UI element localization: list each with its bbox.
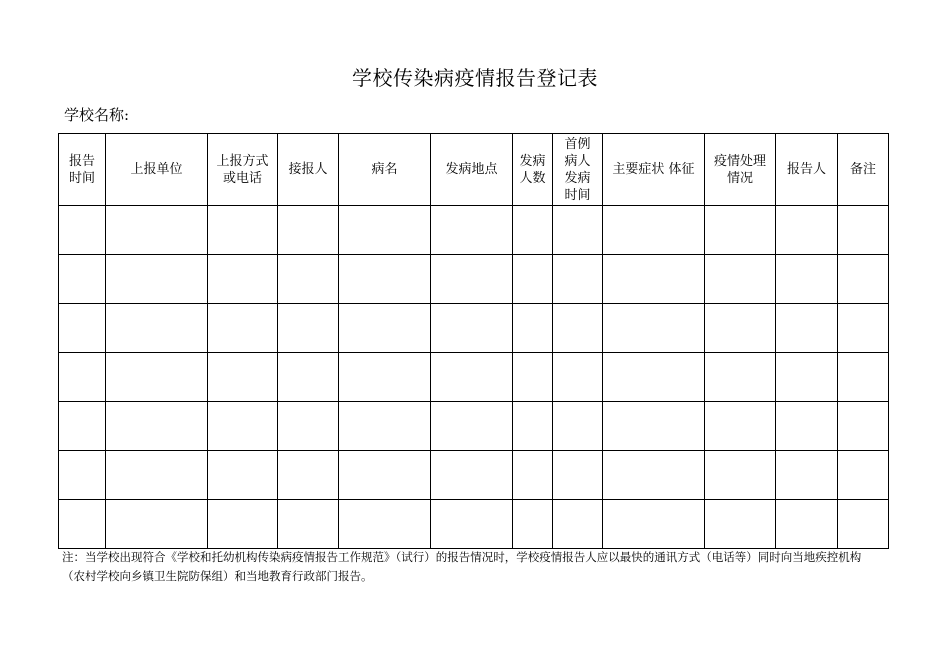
table-cell[interactable]	[339, 353, 431, 402]
table-cell[interactable]	[705, 353, 776, 402]
table-cell[interactable]	[553, 402, 603, 451]
table-cell[interactable]	[776, 402, 838, 451]
table-cell[interactable]	[513, 255, 553, 304]
footnote-line-2: （农村学校向乡镇卫生院防保组）和当地教育行政部门报告。	[62, 569, 373, 583]
table-cell[interactable]	[603, 402, 705, 451]
report-register-table	[58, 133, 889, 549]
header-reporting-unit: 上报单位	[106, 134, 208, 206]
table-cell[interactable]	[776, 304, 838, 353]
table-cell[interactable]	[431, 500, 513, 549]
table-cell[interactable]	[278, 451, 339, 500]
table-cell[interactable]	[838, 353, 889, 402]
table-cell[interactable]	[776, 353, 838, 402]
table-body	[59, 206, 889, 549]
table-cell[interactable]	[838, 402, 889, 451]
school-name-label: 学校名称:	[64, 106, 130, 124]
header-report-time: 报告 时间	[59, 134, 106, 206]
table-cell[interactable]	[705, 500, 776, 549]
table-cell[interactable]	[208, 255, 278, 304]
table-cell[interactable]	[705, 304, 776, 353]
header-first-case-onset-time: 首例 病人 发病 时间	[553, 134, 603, 206]
table-row	[59, 255, 889, 304]
table-cell[interactable]	[208, 402, 278, 451]
table-cell[interactable]	[553, 500, 603, 549]
table-cell[interactable]	[278, 500, 339, 549]
table-cell[interactable]	[603, 255, 705, 304]
table-cell[interactable]	[513, 500, 553, 549]
table-cell[interactable]	[278, 353, 339, 402]
table-cell[interactable]	[776, 255, 838, 304]
table-cell[interactable]	[339, 402, 431, 451]
table-cell[interactable]	[208, 304, 278, 353]
header-handling-status: 疫情处理 情况	[705, 134, 776, 206]
footnote-line-1: 注：当学校出现符合《学校和托幼机构传染病疫情报告工作规范》（试行）的报告情况时，学校疫情报告人应以最快的通讯方式（电话等）同时向当地疾控机构	[62, 550, 862, 564]
table-cell[interactable]	[603, 500, 705, 549]
table-cell[interactable]	[431, 304, 513, 353]
table-row	[59, 206, 889, 255]
table-cell[interactable]	[776, 500, 838, 549]
table-cell[interactable]	[59, 206, 106, 255]
table-row	[59, 304, 889, 353]
table-cell[interactable]	[59, 255, 106, 304]
header-disease-name: 病名	[339, 134, 431, 206]
table-cell[interactable]	[603, 353, 705, 402]
table-cell[interactable]	[59, 451, 106, 500]
table-cell[interactable]	[106, 206, 208, 255]
header-main-symptoms: 主要症状 体征	[603, 134, 705, 206]
footnote	[62, 548, 888, 586]
table-cell[interactable]	[339, 304, 431, 353]
table-cell[interactable]	[106, 255, 208, 304]
table-cell[interactable]	[553, 353, 603, 402]
table-cell[interactable]	[208, 451, 278, 500]
table-cell[interactable]	[431, 451, 513, 500]
table-cell[interactable]	[513, 353, 553, 402]
table-cell[interactable]	[705, 402, 776, 451]
table-row	[59, 451, 889, 500]
header-onset-location: 发病地点	[431, 134, 513, 206]
table-cell[interactable]	[106, 304, 208, 353]
table-cell[interactable]	[59, 353, 106, 402]
table-cell[interactable]	[513, 206, 553, 255]
table-cell[interactable]	[705, 206, 776, 255]
table-cell[interactable]	[431, 255, 513, 304]
table-cell[interactable]	[59, 500, 106, 549]
table-cell[interactable]	[513, 304, 553, 353]
table-cell[interactable]	[513, 451, 553, 500]
table-cell[interactable]	[278, 402, 339, 451]
table-cell[interactable]	[838, 304, 889, 353]
table-cell[interactable]	[106, 500, 208, 549]
table-cell[interactable]	[838, 451, 889, 500]
table-cell[interactable]	[339, 255, 431, 304]
table-cell[interactable]	[431, 206, 513, 255]
table-cell[interactable]	[278, 255, 339, 304]
table-cell[interactable]	[553, 304, 603, 353]
table-cell[interactable]	[59, 402, 106, 451]
table-cell[interactable]	[59, 304, 106, 353]
table-cell[interactable]	[106, 451, 208, 500]
table-cell[interactable]	[278, 206, 339, 255]
table-cell[interactable]	[208, 206, 278, 255]
table-cell[interactable]	[106, 353, 208, 402]
table-row	[59, 402, 889, 451]
table-row	[59, 500, 889, 549]
table-cell[interactable]	[106, 402, 208, 451]
table-cell[interactable]	[208, 353, 278, 402]
header-row	[59, 134, 889, 206]
header-receiver: 接报人	[278, 134, 339, 206]
header-remarks: 备注	[838, 134, 889, 206]
table-cell[interactable]	[838, 206, 889, 255]
table-cell[interactable]	[339, 500, 431, 549]
table-cell[interactable]	[208, 500, 278, 549]
table-cell[interactable]	[838, 500, 889, 549]
table-cell[interactable]	[339, 206, 431, 255]
table-cell[interactable]	[513, 402, 553, 451]
header-report-method-phone: 上报方式 或电话	[208, 134, 278, 206]
table-cell[interactable]	[553, 255, 603, 304]
table-cell[interactable]	[776, 206, 838, 255]
table-cell[interactable]	[431, 402, 513, 451]
table-cell[interactable]	[705, 451, 776, 500]
header-reporter: 报告人	[776, 134, 838, 206]
table-cell[interactable]	[553, 451, 603, 500]
table-cell[interactable]	[838, 255, 889, 304]
table-cell[interactable]	[553, 206, 603, 255]
table-cell[interactable]	[278, 304, 339, 353]
header-case-count: 发病 人数	[513, 134, 553, 206]
table-cell[interactable]	[603, 206, 705, 255]
table-cell[interactable]	[603, 304, 705, 353]
form-title: 学校传染病疫情报告登记表	[352, 66, 598, 90]
table-cell[interactable]	[603, 451, 705, 500]
table-cell[interactable]	[339, 451, 431, 500]
table-cell[interactable]	[431, 353, 513, 402]
table-cell[interactable]	[776, 451, 838, 500]
table-row	[59, 353, 889, 402]
table-cell[interactable]	[705, 255, 776, 304]
